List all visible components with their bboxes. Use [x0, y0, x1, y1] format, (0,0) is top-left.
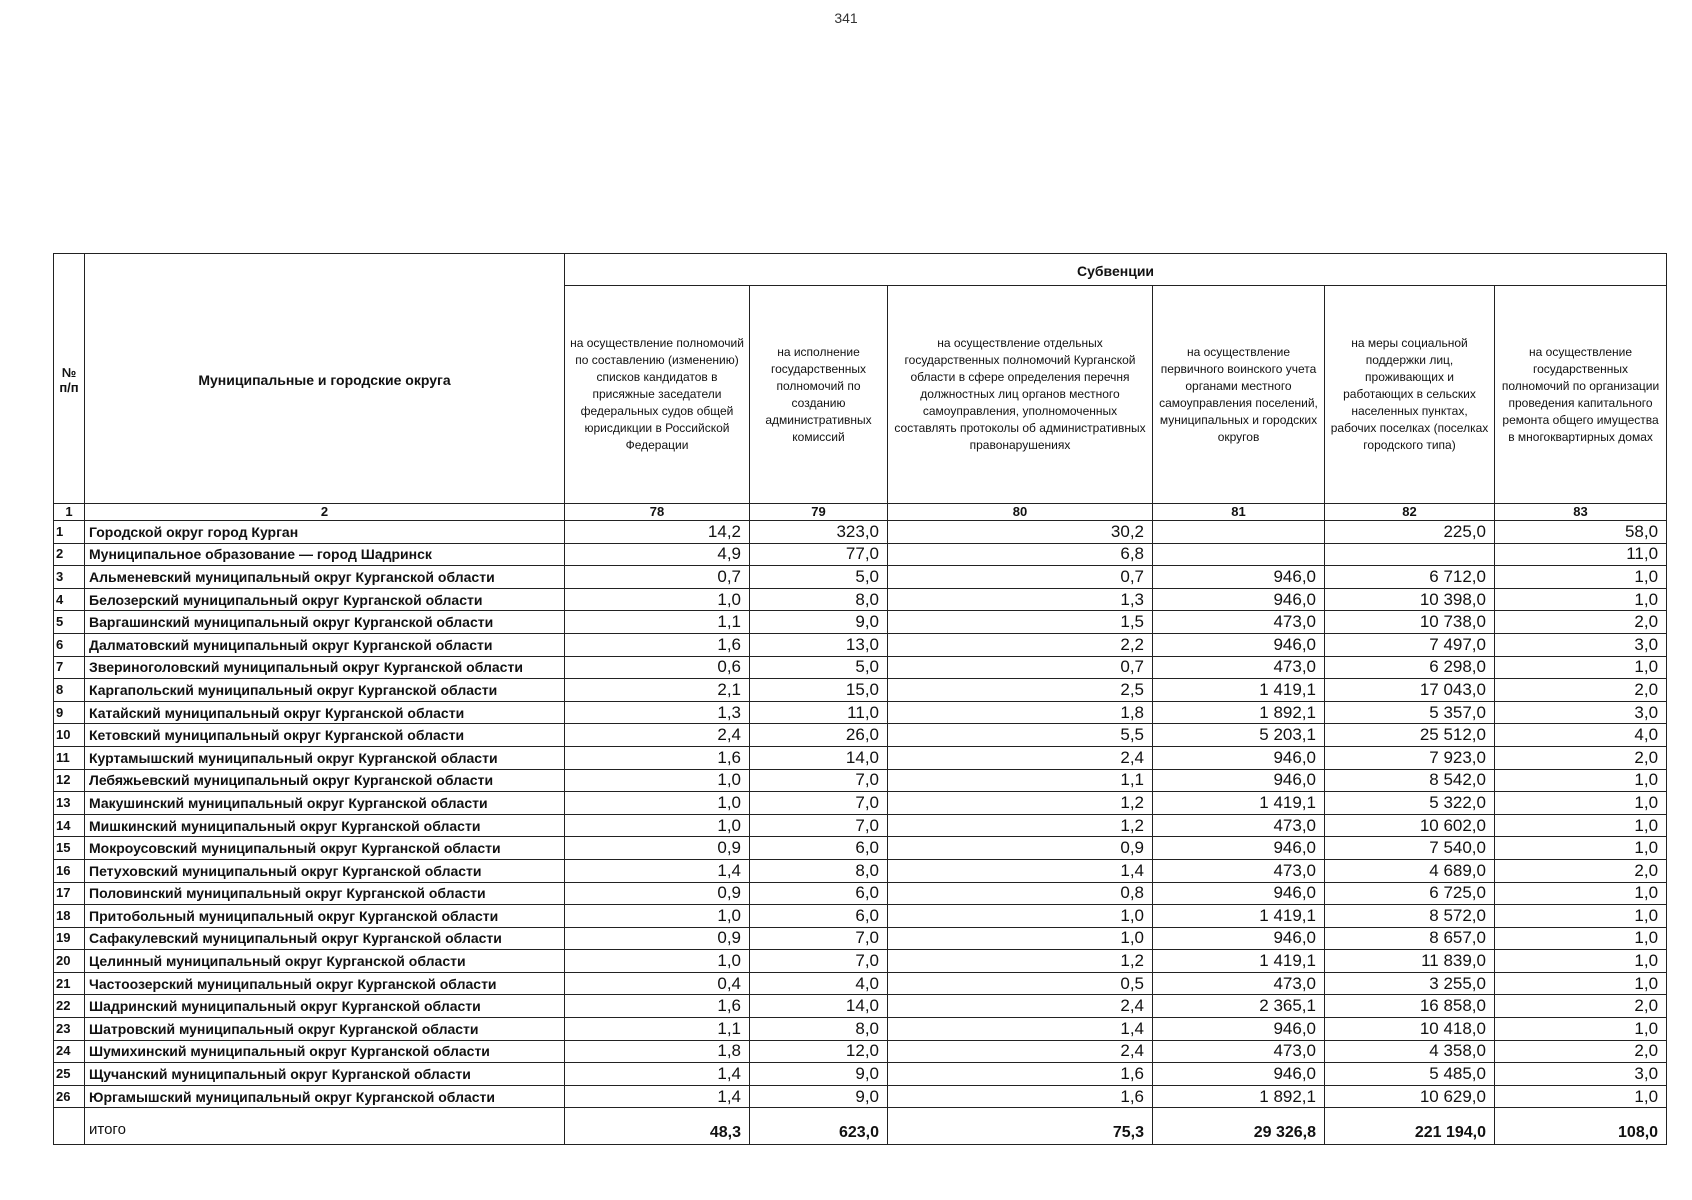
table-row [54, 1018, 1667, 1041]
header-row-number: № п/п [54, 254, 85, 504]
column-desc-79: на исполнение государственных полномочий по созданию административных комиссий [750, 286, 888, 504]
value-cell-82: 6 725,0 [1325, 882, 1495, 905]
value-cell-80: 1,2 [888, 792, 1153, 815]
row-number: 12 [54, 769, 85, 792]
value-cell-81: 473,0 [1153, 1040, 1325, 1063]
table-row [54, 746, 1667, 769]
value-cell-80: 1,6 [888, 1063, 1153, 1086]
value-cell-81: 946,0 [1153, 1018, 1325, 1041]
table-row [54, 837, 1667, 860]
value-cell-79: 7,0 [750, 927, 888, 950]
value-cell-81: 1 419,1 [1153, 679, 1325, 702]
table-row [54, 769, 1667, 792]
value-cell-79: 13,0 [750, 633, 888, 656]
district-name: Сафакулевский муниципальный округ Курганской области [85, 927, 565, 950]
table-row [54, 814, 1667, 837]
value-cell-78: 0,9 [565, 882, 750, 905]
value-cell-82: 10 418,0 [1325, 1018, 1495, 1041]
column-desc-80: на осуществление отдельных государственных полномочий Курганской области в сфере определения перечня должностных лиц органов местного самоуправления, уполномоченных составлять протоколы об административных правонарушениях [888, 286, 1153, 504]
value-cell-80: 1,2 [888, 814, 1153, 837]
row-number: 11 [54, 746, 85, 769]
value-cell-80: 2,4 [888, 995, 1153, 1018]
district-name: Варгашинский муниципальный округ Курганской области [85, 611, 565, 634]
value-cell-83: 1,0 [1495, 566, 1667, 589]
district-name: Белозерский муниципальный округ Курганской области [85, 588, 565, 611]
value-cell-82: 6 298,0 [1325, 656, 1495, 679]
value-cell-82: 6 712,0 [1325, 566, 1495, 589]
value-cell-83: 1,0 [1495, 769, 1667, 792]
value-cell-78: 1,0 [565, 905, 750, 928]
row-number: 8 [54, 679, 85, 702]
row-number: 7 [54, 656, 85, 679]
value-cell-79: 9,0 [750, 1063, 888, 1086]
value-cell-82: 10 398,0 [1325, 588, 1495, 611]
value-cell-78: 1,0 [565, 588, 750, 611]
column-code-78: 78 [565, 504, 750, 521]
value-cell-83: 2,0 [1495, 859, 1667, 882]
value-cell-82: 10 738,0 [1325, 611, 1495, 634]
row-number: 18 [54, 905, 85, 928]
value-cell-82: 225,0 [1325, 521, 1495, 544]
value-cell-83: 2,0 [1495, 995, 1667, 1018]
value-cell-82: 17 043,0 [1325, 679, 1495, 702]
value-cell-78: 0,9 [565, 927, 750, 950]
column-desc-83: на осуществление государственных полномочий по организации проведения капитального ремонта общего имущества в многоквартирных домах [1495, 286, 1667, 504]
value-cell-83: 11,0 [1495, 543, 1667, 566]
value-cell-80: 2,4 [888, 746, 1153, 769]
value-cell-78: 0,9 [565, 837, 750, 860]
table-row [54, 724, 1667, 747]
value-cell-80: 1,1 [888, 769, 1153, 792]
value-cell-80: 0,7 [888, 566, 1153, 589]
value-cell-80: 2,2 [888, 633, 1153, 656]
table-row [54, 679, 1667, 702]
total-label: итого [85, 1108, 565, 1145]
district-name: Катайский муниципальный округ Курганской области [85, 701, 565, 724]
value-cell-80: 1,8 [888, 701, 1153, 724]
table-row [54, 792, 1667, 815]
row-number: 26 [54, 1085, 85, 1108]
value-cell-82: 16 858,0 [1325, 995, 1495, 1018]
value-cell-79: 14,0 [750, 746, 888, 769]
table-row [54, 701, 1667, 724]
column-desc-81: на осуществление первичного воинского учета органами местного самоуправления поселений, муниципальных и городских округов [1153, 286, 1325, 504]
value-cell-78: 1,0 [565, 792, 750, 815]
value-cell-78: 0,7 [565, 566, 750, 589]
value-cell-79: 8,0 [750, 859, 888, 882]
district-name: Целинный муниципальный округ Курганской области [85, 950, 565, 973]
value-cell-83: 1,0 [1495, 972, 1667, 995]
district-name: Притобольный муниципальный округ Курганской области [85, 905, 565, 928]
value-cell-83: 1,0 [1495, 927, 1667, 950]
value-cell-83: 1,0 [1495, 814, 1667, 837]
row-number: 21 [54, 972, 85, 995]
value-cell-81: 946,0 [1153, 566, 1325, 589]
total-value-82: 221 194,0 [1325, 1108, 1495, 1145]
value-cell-78: 2,1 [565, 679, 750, 702]
value-cell-81: 946,0 [1153, 837, 1325, 860]
value-cell-81: 1 419,1 [1153, 950, 1325, 973]
value-cell-82: 10 602,0 [1325, 814, 1495, 837]
value-cell-78: 14,2 [565, 521, 750, 544]
district-name: Городской округ город Курган [85, 521, 565, 544]
value-cell-81: 1 892,1 [1153, 701, 1325, 724]
value-cell-83: 1,0 [1495, 837, 1667, 860]
value-cell-78: 1,4 [565, 1063, 750, 1086]
value-cell-81: 1 419,1 [1153, 792, 1325, 815]
value-cell-80: 1,4 [888, 1018, 1153, 1041]
value-cell-80: 1,4 [888, 859, 1153, 882]
total-value-78: 48,3 [565, 1108, 750, 1145]
value-cell-80: 1,3 [888, 588, 1153, 611]
table-row [54, 521, 1667, 544]
value-cell-80: 0,9 [888, 837, 1153, 860]
subventions-table [53, 253, 1667, 1145]
table-row [54, 1063, 1667, 1086]
table-row [54, 927, 1667, 950]
row-number: 24 [54, 1040, 85, 1063]
total-blank [54, 1108, 85, 1145]
table-row [54, 950, 1667, 973]
value-cell-82: 5 357,0 [1325, 701, 1495, 724]
value-cell-82: 4 689,0 [1325, 859, 1495, 882]
district-name: Звериноголовский муниципальный округ Курганской области [85, 656, 565, 679]
value-cell-81: 473,0 [1153, 814, 1325, 837]
value-cell-80: 1,0 [888, 927, 1153, 950]
table-row [54, 588, 1667, 611]
total-value-83: 108,0 [1495, 1108, 1667, 1145]
value-cell-78: 1,3 [565, 701, 750, 724]
value-cell-80: 1,0 [888, 905, 1153, 928]
value-cell-79: 5,0 [750, 566, 888, 589]
table-row [54, 1085, 1667, 1108]
value-cell-83: 3,0 [1495, 633, 1667, 656]
value-cell-79: 6,0 [750, 882, 888, 905]
value-cell-83: 2,0 [1495, 679, 1667, 702]
value-cell-82: 3 255,0 [1325, 972, 1495, 995]
table-row [54, 905, 1667, 928]
district-name: Кетовский муниципальный округ Курганской области [85, 724, 565, 747]
column-desc-78: на осуществление полномочий по составлению (изменению) списков кандидатов в присяжные заседатели федеральных судов общей юрисдикции в Российской Федерации [565, 286, 750, 504]
district-name: Мокроусовский муниципальный округ Курганской области [85, 837, 565, 860]
value-cell-78: 0,4 [565, 972, 750, 995]
value-cell-79: 9,0 [750, 1085, 888, 1108]
value-cell-81: 473,0 [1153, 611, 1325, 634]
value-cell-79: 15,0 [750, 679, 888, 702]
district-name: Каргапольский муниципальный округ Курганской области [85, 679, 565, 702]
value-cell-83: 1,0 [1495, 588, 1667, 611]
column-index-name: 2 [85, 504, 565, 521]
row-number: 13 [54, 792, 85, 815]
total-value-81: 29 326,8 [1153, 1108, 1325, 1145]
value-cell-83: 4,0 [1495, 724, 1667, 747]
value-cell-83: 1,0 [1495, 882, 1667, 905]
row-number: 5 [54, 611, 85, 634]
district-name: Муниципальное образование — город Шадринск [85, 543, 565, 566]
district-name: Щучанский муниципальный округ Курганской области [85, 1063, 565, 1086]
value-cell-81: 473,0 [1153, 656, 1325, 679]
value-cell-79: 4,0 [750, 972, 888, 995]
district-name: Юргамышский муниципальный округ Курганской области [85, 1085, 565, 1108]
header-districts: Муниципальные и городские округа [85, 254, 565, 504]
column-code-81: 81 [1153, 504, 1325, 521]
row-number: 14 [54, 814, 85, 837]
column-code-82: 82 [1325, 504, 1495, 521]
value-cell-81: 946,0 [1153, 588, 1325, 611]
value-cell-83: 2,0 [1495, 746, 1667, 769]
value-cell-81: 946,0 [1153, 746, 1325, 769]
table-row [54, 611, 1667, 634]
row-number: 4 [54, 588, 85, 611]
row-number: 23 [54, 1018, 85, 1041]
value-cell-79: 26,0 [750, 724, 888, 747]
value-cell-78: 1,6 [565, 746, 750, 769]
row-number: 6 [54, 633, 85, 656]
row-number: 19 [54, 927, 85, 950]
value-cell-80: 30,2 [888, 521, 1153, 544]
value-cell-82: 7 923,0 [1325, 746, 1495, 769]
value-cell-79: 323,0 [750, 521, 888, 544]
value-cell-79: 14,0 [750, 995, 888, 1018]
value-cell-81: 2 365,1 [1153, 995, 1325, 1018]
value-cell-79: 8,0 [750, 1018, 888, 1041]
table-row [54, 543, 1667, 566]
value-cell-80: 0,8 [888, 882, 1153, 905]
value-cell-78: 1,0 [565, 769, 750, 792]
value-cell-83: 1,0 [1495, 950, 1667, 973]
value-cell-78: 1,4 [565, 1085, 750, 1108]
district-name: Далматовский муниципальный округ Курганской области [85, 633, 565, 656]
district-name: Лебяжьевский муниципальный округ Курганской области [85, 769, 565, 792]
value-cell-82: 10 629,0 [1325, 1085, 1495, 1108]
district-name: Куртамышский муниципальный округ Курганской области [85, 746, 565, 769]
value-cell-80: 0,5 [888, 972, 1153, 995]
district-name: Петуховский муниципальный округ Курганской области [85, 859, 565, 882]
value-cell-79: 12,0 [750, 1040, 888, 1063]
value-cell-81 [1153, 521, 1325, 544]
row-number: 16 [54, 859, 85, 882]
value-cell-81: 1 892,1 [1153, 1085, 1325, 1108]
value-cell-78: 1,1 [565, 611, 750, 634]
district-name: Шатровский муниципальный округ Курганской области [85, 1018, 565, 1041]
page-number: 341 [834, 10, 858, 26]
value-cell-81: 473,0 [1153, 972, 1325, 995]
value-cell-82 [1325, 543, 1495, 566]
district-name: Частоозерский муниципальный округ Курганской области [85, 972, 565, 995]
table-row [54, 995, 1667, 1018]
value-cell-81: 946,0 [1153, 1063, 1325, 1086]
district-name: Макушинский муниципальный округ Курганской области [85, 792, 565, 815]
value-cell-80: 5,5 [888, 724, 1153, 747]
value-cell-79: 7,0 [750, 792, 888, 815]
value-cell-78: 4,9 [565, 543, 750, 566]
row-number: 17 [54, 882, 85, 905]
value-cell-79: 8,0 [750, 588, 888, 611]
table-row [54, 972, 1667, 995]
value-cell-81: 946,0 [1153, 633, 1325, 656]
value-cell-81 [1153, 543, 1325, 566]
value-cell-80: 1,2 [888, 950, 1153, 973]
row-number: 9 [54, 701, 85, 724]
value-cell-78: 1,6 [565, 633, 750, 656]
value-cell-81: 473,0 [1153, 859, 1325, 882]
table-row [54, 882, 1667, 905]
header-subventions: Субвенции [565, 254, 1667, 286]
value-cell-80: 0,7 [888, 656, 1153, 679]
value-cell-80: 6,8 [888, 543, 1153, 566]
column-code-80: 80 [888, 504, 1153, 521]
row-number: 15 [54, 837, 85, 860]
value-cell-78: 1,0 [565, 814, 750, 837]
value-cell-81: 946,0 [1153, 882, 1325, 905]
value-cell-80: 2,5 [888, 679, 1153, 702]
district-name: Альменевский муниципальный округ Курганской области [85, 566, 565, 589]
value-cell-82: 8 542,0 [1325, 769, 1495, 792]
row-number: 25 [54, 1063, 85, 1086]
value-cell-82: 5 322,0 [1325, 792, 1495, 815]
value-cell-82: 8 572,0 [1325, 905, 1495, 928]
value-cell-82: 8 657,0 [1325, 927, 1495, 950]
value-cell-83: 3,0 [1495, 701, 1667, 724]
value-cell-79: 5,0 [750, 656, 888, 679]
value-cell-82: 4 358,0 [1325, 1040, 1495, 1063]
total-value-80: 75,3 [888, 1108, 1153, 1145]
district-name: Мишкинский муниципальный округ Курганской области [85, 814, 565, 837]
table-row [54, 656, 1667, 679]
total-value-79: 623,0 [750, 1108, 888, 1145]
value-cell-79: 11,0 [750, 701, 888, 724]
value-cell-81: 946,0 [1153, 927, 1325, 950]
row-number: 1 [54, 521, 85, 544]
value-cell-79: 77,0 [750, 543, 888, 566]
column-code-83: 83 [1495, 504, 1667, 521]
row-number: 2 [54, 543, 85, 566]
value-cell-83: 1,0 [1495, 792, 1667, 815]
table-row [54, 1040, 1667, 1063]
value-cell-78: 1,0 [565, 950, 750, 973]
row-number: 3 [54, 566, 85, 589]
value-cell-79: 7,0 [750, 950, 888, 973]
table-row [54, 859, 1667, 882]
value-cell-79: 9,0 [750, 611, 888, 634]
column-desc-82: на меры социальной поддержки лиц, проживающих и работающих в сельских населенных пунктах, рабочих поселках (поселках городского типа) [1325, 286, 1495, 504]
row-number: 10 [54, 724, 85, 747]
total-row [54, 1108, 1667, 1145]
table-row [54, 566, 1667, 589]
value-cell-78: 0,6 [565, 656, 750, 679]
value-cell-82: 7 497,0 [1325, 633, 1495, 656]
value-cell-78: 1,6 [565, 995, 750, 1018]
value-cell-79: 6,0 [750, 837, 888, 860]
value-cell-81: 5 203,1 [1153, 724, 1325, 747]
value-cell-82: 5 485,0 [1325, 1063, 1495, 1086]
value-cell-83: 1,0 [1495, 656, 1667, 679]
value-cell-79: 7,0 [750, 814, 888, 837]
value-cell-83: 2,0 [1495, 1040, 1667, 1063]
value-cell-78: 2,4 [565, 724, 750, 747]
value-cell-83: 58,0 [1495, 521, 1667, 544]
value-cell-78: 1,4 [565, 859, 750, 882]
row-number: 20 [54, 950, 85, 973]
value-cell-82: 25 512,0 [1325, 724, 1495, 747]
column-index-num: 1 [54, 504, 85, 521]
value-cell-83: 3,0 [1495, 1063, 1667, 1086]
value-cell-83: 1,0 [1495, 1085, 1667, 1108]
value-cell-80: 1,5 [888, 611, 1153, 634]
row-number: 22 [54, 995, 85, 1018]
value-cell-80: 2,4 [888, 1040, 1153, 1063]
value-cell-83: 1,0 [1495, 905, 1667, 928]
table-row [54, 633, 1667, 656]
district-name: Половинский муниципальный округ Курганской области [85, 882, 565, 905]
value-cell-83: 1,0 [1495, 1018, 1667, 1041]
value-cell-80: 1,6 [888, 1085, 1153, 1108]
value-cell-82: 11 839,0 [1325, 950, 1495, 973]
value-cell-79: 6,0 [750, 905, 888, 928]
district-name: Шадринский муниципальный округ Курганской области [85, 995, 565, 1018]
column-code-79: 79 [750, 504, 888, 521]
value-cell-81: 946,0 [1153, 769, 1325, 792]
district-name: Шумихинский муниципальный округ Курганской области [85, 1040, 565, 1063]
value-cell-79: 7,0 [750, 769, 888, 792]
value-cell-82: 7 540,0 [1325, 837, 1495, 860]
value-cell-78: 1,8 [565, 1040, 750, 1063]
value-cell-83: 2,0 [1495, 611, 1667, 634]
value-cell-78: 1,1 [565, 1018, 750, 1041]
value-cell-81: 1 419,1 [1153, 905, 1325, 928]
